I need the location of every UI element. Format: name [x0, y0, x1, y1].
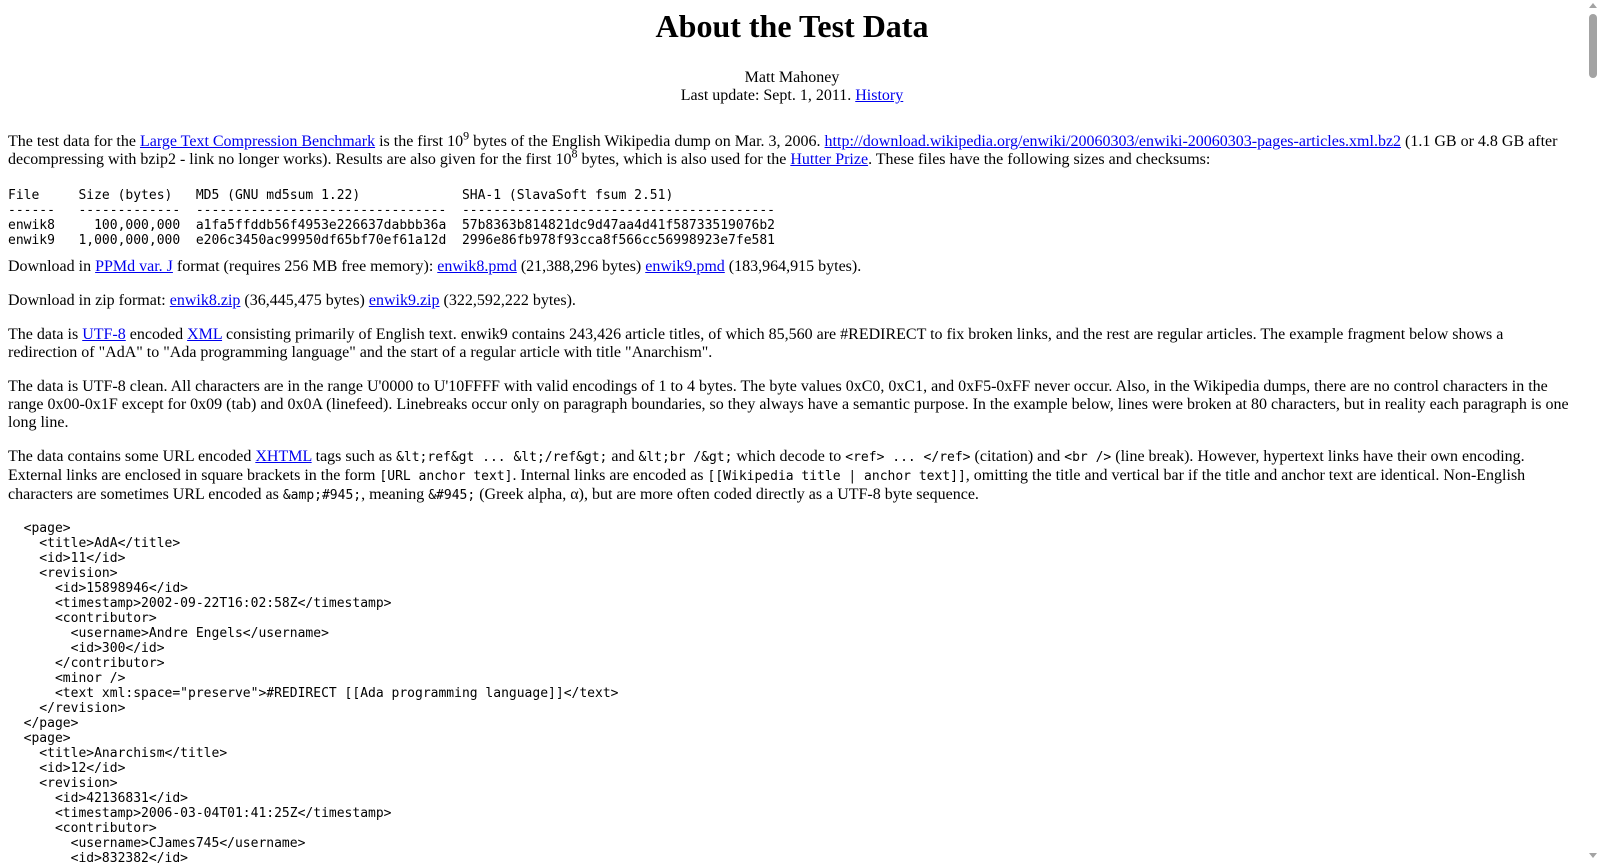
- enwik8-zip-link[interactable]: enwik8.zip: [169, 292, 241, 309]
- zip-download-paragraph: Download in zip format: enwik8.zip (36,445,475 bytes) enwik9.zip (322,592,222 bytes).: [8, 292, 576, 309]
- enwik8-pmd-link[interactable]: enwik8.pmd: [437, 258, 517, 275]
- last-update-text: Last update: Sept. 1, 2011.: [680, 87, 852, 104]
- utf8-clean-paragraph: The data is UTF-8 clean. All characters are in the range U'0000 to U'10FFFF with valid encodings of 1 to 4 bytes. The byte values 0xC0, 0xC1, and 0xF5-0xFF never occur. Also, in the Wikipedia dumps, there are no control characters in the range 0x00-0x1F except for 0x09 (tab) and 0x0A (linefeed). Linebreaks occur only on paragraph boundaries, so they always have a semantic purpose. In the example below, lines were broken at 80 characters, but in reality each paragraph is one long line.: [8, 378, 1569, 431]
- xml-example-block: <page> <title>AdA</title> <id>11</id> <revision> <id>15898946</id> <timestamp>2002-09-22T16:02:58Z</timestamp> <contributor> <username>Andre Engels</username> <id>300</id> </contributor> <minor /> <text xml:space="preserve">#REDIRECT [[Ada programming language]]</text> </revision> </page> <page> <title>Anarchism</title> <id>12</id> <revision> <id>42136831</id> <timestamp>2006-03-04T01:41:25Z</timestamp> <contributor> <username>CJames745</username> <id>832382</id>: [23, 521, 619, 866]
- page-title: About the Test Data: [655, 8, 929, 44]
- code-internal-link: [[Wikipedia title | anchor text]]: [707, 469, 966, 484]
- xhtml-link[interactable]: XHTML: [255, 448, 312, 465]
- hutter-prize-link[interactable]: Hutter Prize: [790, 151, 869, 168]
- code-amp-945: &amp;#945;: [282, 488, 362, 503]
- author-name: Matt Mahoney: [744, 69, 840, 86]
- page-content: [8, 0, 1576, 866]
- enwik9-pmd-link[interactable]: enwik9.pmd: [645, 258, 725, 275]
- utf8-paragraph: The data is UTF-8 encoded XML consisting primarily of English text. enwik9 contains 243,426 article titles, of which 85,560 are #REDIRECT to fix broken links, and the rest are regular articles. The example fragment below shows a redirection of "AdA" to "Ada programming language" and the start of a regular article with title "Anarchism".: [8, 326, 1504, 361]
- wikipedia-dump-link[interactable]: http://download.wikipedia.org/enwiki/20060303/enwiki-20060303-pages-articles.xml.bz2: [824, 133, 1402, 150]
- ltcb-link[interactable]: Large Text Compression Benchmark: [139, 133, 376, 150]
- ppmd-download-paragraph: Download in PPMd var. J format (requires 256 MB free memory): enwik8.pmd (21,388,296 bytes) enwik9.pmd (183,964,915 bytes).: [8, 258, 862, 275]
- code-ref-tag: <ref> ... </ref>: [845, 450, 971, 465]
- intro-paragraph: The test data for the Large Text Compression Benchmark is the first $10^9$ bytes of the English Wikipedia dump on Mar. 3, 2006. http://download.wikipedia.org/enwiki/20060303/enwiki-20060303-pages-articles.xml.bz2 (1.1 GB or 4.8 GB after decompressing with bzip2 - link no longer works). Results are also given for the first $10^8$ bytes, which is also used for the Hutter Prize. These files have the following sizes and checksums:: [8, 128, 1558, 168]
- code-encoded-ref: &lt;ref&gt ... &lt;/ref&gt;: [396, 450, 608, 465]
- history-link[interactable]: History: [855, 87, 904, 104]
- utf8-link[interactable]: UTF-8: [82, 326, 126, 343]
- scroll-down-arrow-icon[interactable]: [1589, 853, 1597, 858]
- vertical-scrollbar[interactable]: [1585, 0, 1600, 861]
- code-encoded-br: &lt;br /&gt;: [638, 450, 733, 465]
- checksum-table: File Size (bytes) MD5 (GNU md5sum 1.22) SHA-1 (SlavaSoft fsum 2.51) ------ ------------- -------------------------------- ---------------------------------------- enwik8 100,000,000 a1fa5ffddb56f4953e226637dabbb36a 57b8363b814821dc9d47aa4d41f58733519076b2 enwik9 1,000,000,000 e206c3450ac99950df65bf70ef61a12d 2996e86fb978f93cca8f566cc56998923e7fe581: [8, 188, 776, 248]
- exponent-8: 8: [571, 146, 578, 161]
- xml-link[interactable]: XML: [187, 326, 223, 343]
- code-external-link: [URL anchor text]: [379, 469, 513, 484]
- scrollbar-thumb[interactable]: [1589, 14, 1597, 78]
- code-br-tag: <br />: [1064, 450, 1112, 465]
- xhtml-paragraph: The data contains some URL encoded XHTML tags such as &lt;ref&gt ... &lt;/ref&gt; and &lt;br /&gt; which decode to <ref> ... </ref> (citation) and <br /> (line break). However, hypertext links have their own encoding. External links are enclosed in square brackets in the form [URL anchor text]. Internal links are encoded as [[Wikipedia title | anchor text]], omitting the title and vertical bar if the title and anchor text are identical. Non-English characters are sometimes URL encoded as &amp;#945;, meaning &#945; (Greek alpha, α), but are more often coded directly as a UTF-8 byte sequence.: [8, 448, 1526, 503]
- last-update-line: [8, 87, 1576, 105]
- exponent-9: 9: [463, 128, 470, 143]
- scroll-up-arrow-icon[interactable]: [1589, 3, 1597, 8]
- enwik9-zip-link[interactable]: enwik9.zip: [368, 292, 440, 309]
- byline: [8, 69, 1576, 105]
- ppmd-link[interactable]: PPMd var. J: [95, 258, 173, 275]
- code-945: &#945;: [428, 488, 476, 503]
